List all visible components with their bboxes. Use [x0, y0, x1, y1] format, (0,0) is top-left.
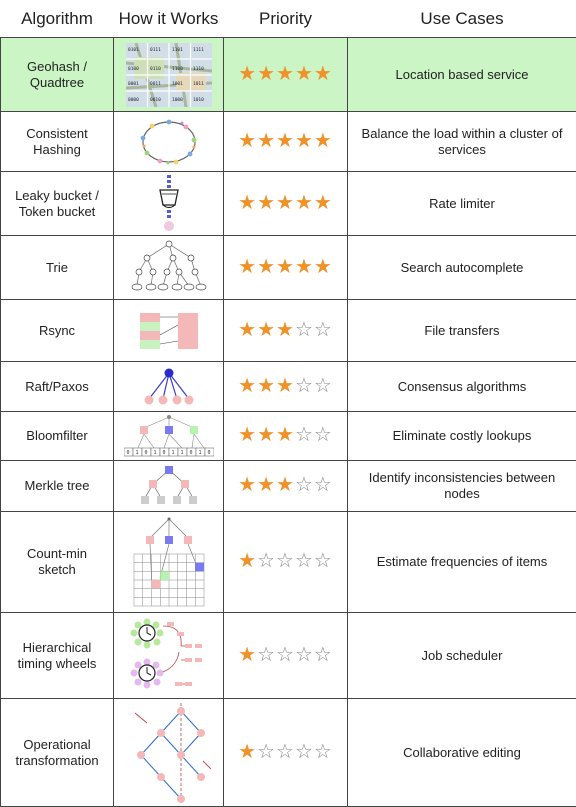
star-filled-icon: ★: [257, 130, 276, 152]
star-rating: [238, 474, 333, 496]
star-empty-icon: ☆: [276, 741, 295, 763]
header-priority: Priority: [224, 0, 348, 38]
svg-text:0111: 0111: [150, 47, 161, 53]
star-empty-icon: ☆: [295, 550, 314, 572]
illustration-cell: [114, 362, 224, 412]
priority-stars: [224, 512, 348, 613]
algorithm-name: [1, 112, 114, 172]
illustration-cell: [114, 512, 224, 613]
algorithm-name-text: Bloomfilter: [26, 428, 87, 443]
star-filled-icon: ★: [257, 256, 276, 278]
priority-stars: [224, 699, 348, 807]
star-filled-icon: ★: [295, 130, 314, 152]
star-empty-icon: ☆: [295, 319, 314, 341]
star-empty-icon: ☆: [295, 741, 314, 763]
use-case: Eliminate costly lookups: [348, 412, 576, 461]
timing-wheels-illustration: [129, 616, 209, 696]
algorithm-name-text: Leaky bucket / Token bucket: [15, 188, 99, 219]
svg-text:1010: 1010: [193, 97, 204, 103]
header-how-it-works: How it Works: [114, 0, 224, 38]
star-rating: [238, 644, 333, 666]
svg-text:1111: 1111: [193, 47, 204, 53]
leader-followers-illustration: [141, 367, 197, 407]
star-filled-icon: ★: [238, 424, 257, 446]
merkle-tree-illustration: [137, 464, 201, 508]
algorithm-name: [1, 362, 114, 412]
svg-text:0: 0: [144, 450, 147, 456]
star-filled-icon: ★: [276, 256, 295, 278]
svg-text:1: 1: [180, 450, 183, 456]
illustration-cell: [114, 699, 224, 807]
star-empty-icon: ☆: [276, 550, 295, 572]
table-row: [1, 461, 576, 512]
svg-text:1011: 1011: [193, 81, 204, 87]
algorithm-name: [1, 236, 114, 300]
star-rating: [238, 192, 333, 214]
svg-text:0011: 0011: [150, 81, 161, 87]
svg-text:0: 0: [207, 450, 210, 456]
illustration-cell: [114, 613, 224, 699]
algorithm-name: [1, 512, 114, 613]
use-case: Job scheduler: [348, 613, 576, 699]
rsync-blocks-illustration: [138, 311, 200, 351]
table-row: [1, 38, 576, 112]
svg-text:1: 1: [198, 450, 201, 456]
illustration-cell: [114, 112, 224, 172]
svg-text:1: 1: [153, 450, 156, 456]
algorithm-name: [1, 613, 114, 699]
star-empty-icon: ☆: [257, 550, 276, 572]
star-filled-icon: ★: [257, 319, 276, 341]
header-use-cases: Use Cases: [348, 0, 576, 38]
bloom-filter-bits-illustration: [124, 414, 214, 458]
star-empty-icon: ☆: [257, 741, 276, 763]
svg-text:0010: 0010: [150, 97, 161, 103]
star-filled-icon: ★: [314, 256, 333, 278]
star-filled-icon: ★: [276, 424, 295, 446]
use-case: File transfers: [348, 300, 576, 362]
algorithm-name-text: Geohash / Quadtree: [27, 59, 87, 90]
star-filled-icon: ★: [276, 319, 295, 341]
star-rating: [238, 741, 333, 763]
priority-stars: [224, 38, 348, 112]
star-rating: [238, 375, 333, 397]
star-empty-icon: ☆: [314, 375, 333, 397]
algorithm-name: [1, 412, 114, 461]
illustration-cell: [114, 461, 224, 512]
svg-text:1101: 1101: [172, 47, 183, 53]
star-filled-icon: ★: [257, 192, 276, 214]
star-rating: [238, 319, 333, 341]
table-row: [1, 112, 576, 172]
star-filled-icon: ★: [238, 644, 257, 666]
star-filled-icon: ★: [238, 550, 257, 572]
algorithm-name-text: Rsync: [39, 323, 75, 338]
table-row: [1, 613, 576, 699]
table-row: [1, 362, 576, 412]
star-rating: [238, 63, 333, 85]
star-filled-icon: ★: [238, 130, 257, 152]
svg-text:0: 0: [162, 450, 165, 456]
svg-text:0000: 0000: [128, 97, 139, 103]
illustration-cell: [114, 300, 224, 362]
star-filled-icon: ★: [276, 130, 295, 152]
svg-text:0: 0: [189, 450, 192, 456]
priority-stars: [224, 172, 348, 236]
hash-ring-illustration: [134, 116, 204, 168]
algorithm-name-text: Merkle tree: [24, 478, 89, 493]
algorithm-name-text: Hierarchical timing wheels: [18, 640, 97, 671]
table-row: [1, 172, 576, 236]
table-row: [1, 412, 576, 461]
algorithm-name-text: Count-min sketch: [27, 546, 87, 577]
star-rating: [238, 550, 333, 572]
priority-stars: [224, 613, 348, 699]
svg-text:1110: 1110: [193, 66, 204, 72]
use-case: Location based service: [348, 38, 576, 112]
use-case: Search autocomplete: [348, 236, 576, 300]
priority-stars: [224, 362, 348, 412]
ot-lattice-illustration: [127, 703, 211, 803]
svg-text:0001: 0001: [128, 81, 139, 87]
svg-text:0: 0: [126, 450, 129, 456]
algorithm-name-text: Trie: [46, 260, 68, 275]
star-filled-icon: ★: [257, 375, 276, 397]
star-filled-icon: ★: [295, 63, 314, 85]
use-case: Balance the load within a cluster of services: [348, 112, 576, 172]
priority-stars: [224, 461, 348, 512]
header-row: [1, 0, 576, 38]
star-filled-icon: ★: [238, 474, 257, 496]
star-filled-icon: ★: [238, 192, 257, 214]
illustration-cell: [114, 38, 224, 112]
star-filled-icon: ★: [295, 256, 314, 278]
illustration-cell: [114, 172, 224, 236]
star-empty-icon: ☆: [295, 424, 314, 446]
svg-text:0101: 0101: [128, 47, 139, 53]
priority-stars: [224, 112, 348, 172]
algorithm-name: [1, 172, 114, 236]
star-empty-icon: ☆: [314, 474, 333, 496]
star-empty-icon: ☆: [314, 644, 333, 666]
illustration-cell: [114, 412, 224, 461]
star-empty-icon: ☆: [295, 644, 314, 666]
star-filled-icon: ★: [238, 741, 257, 763]
star-empty-icon: ☆: [314, 741, 333, 763]
svg-text:0110: 0110: [150, 66, 161, 72]
algorithm-name: [1, 461, 114, 512]
svg-text:1100: 1100: [172, 66, 183, 72]
algorithm-name-text: Raft/Paxos: [25, 379, 89, 394]
star-rating: [238, 256, 333, 278]
count-min-grid-illustration: [132, 516, 206, 608]
star-rating: [238, 424, 333, 446]
star-filled-icon: ★: [276, 474, 295, 496]
star-empty-icon: ☆: [295, 474, 314, 496]
use-case: Rate limiter: [348, 172, 576, 236]
table-row: [1, 300, 576, 362]
use-case: Estimate frequencies of items: [348, 512, 576, 613]
priority-stars: [224, 412, 348, 461]
star-filled-icon: ★: [257, 424, 276, 446]
use-case: Collaborative editing: [348, 699, 576, 807]
algorithm-name-text: Consistent Hashing: [26, 126, 87, 157]
star-filled-icon: ★: [295, 192, 314, 214]
star-filled-icon: ★: [257, 63, 276, 85]
star-filled-icon: ★: [238, 319, 257, 341]
priority-stars: [224, 300, 348, 362]
star-empty-icon: ☆: [314, 550, 333, 572]
star-filled-icon: ★: [314, 130, 333, 152]
svg-text:1000: 1000: [172, 97, 183, 103]
leaky-bucket-illustration: [154, 175, 184, 233]
header-algorithm: Algorithm: [1, 0, 114, 38]
table-row: [1, 512, 576, 613]
illustration-cell: [114, 236, 224, 300]
star-filled-icon: ★: [238, 63, 257, 85]
star-filled-icon: ★: [238, 375, 257, 397]
star-filled-icon: ★: [276, 192, 295, 214]
star-filled-icon: ★: [314, 192, 333, 214]
svg-text:1: 1: [135, 450, 138, 456]
star-filled-icon: ★: [276, 375, 295, 397]
star-empty-icon: ☆: [257, 644, 276, 666]
svg-text:0100: 0100: [128, 66, 139, 72]
svg-text:1: 1: [171, 450, 174, 456]
trie-tree-illustration: [129, 240, 209, 296]
star-rating: [238, 130, 333, 152]
star-empty-icon: ☆: [276, 644, 295, 666]
star-filled-icon: ★: [257, 474, 276, 496]
use-case: Consensus algorithms: [348, 362, 576, 412]
star-empty-icon: ☆: [314, 319, 333, 341]
svg-text:1001: 1001: [172, 81, 183, 87]
table-row: [1, 236, 576, 300]
table-row: [1, 699, 576, 807]
algorithm-name: [1, 38, 114, 112]
star-filled-icon: ★: [314, 63, 333, 85]
algorithm-name: [1, 300, 114, 362]
star-empty-icon: ☆: [295, 375, 314, 397]
priority-stars: [224, 236, 348, 300]
use-case: Identify inconsistencies between nodes: [348, 461, 576, 512]
star-filled-icon: ★: [238, 256, 257, 278]
algorithm-name: [1, 699, 114, 807]
star-empty-icon: ☆: [314, 424, 333, 446]
algorithm-name-text: Operational transformation: [15, 737, 98, 768]
star-filled-icon: ★: [276, 63, 295, 85]
geohash-grid-map-illustration: [126, 43, 212, 107]
